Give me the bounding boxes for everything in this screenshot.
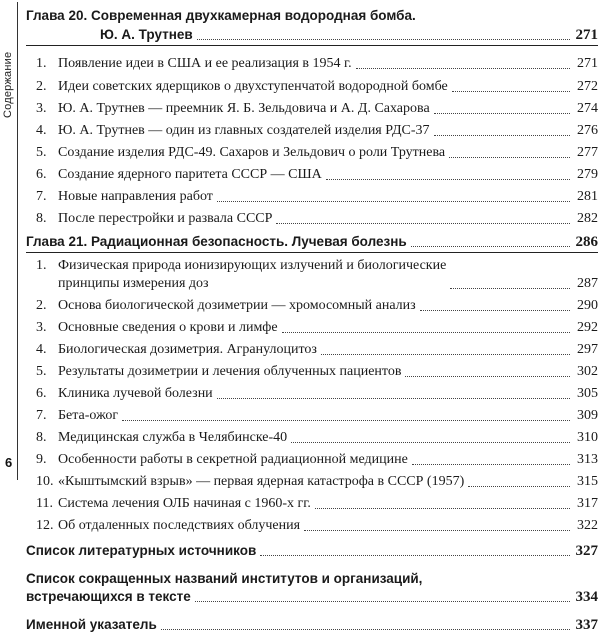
entry-text — [36, 473, 464, 491]
entry-number: 8. — [36, 211, 47, 226]
ch21-item-3[interactable] — [36, 319, 598, 337]
entry-title: Результаты дозиметрии и лечения облученных пациентов — [58, 364, 402, 379]
entry-text — [36, 144, 445, 162]
entry-title: Физическая природа ионизирующих излучений и биологические — [58, 258, 447, 273]
entry-page: 279 — [577, 167, 598, 182]
ch20-item-7[interactable] — [36, 188, 598, 206]
chapter-20-rule — [26, 45, 598, 46]
leader-dots — [412, 464, 570, 465]
entry-text — [36, 122, 430, 140]
abbreviations-page: 334 — [575, 589, 598, 605]
references-entry[interactable] — [26, 542, 598, 560]
chapter-21-entry[interactable] — [26, 233, 598, 251]
abbreviations-label: Список сокращенных названий институтов и организаций, — [26, 571, 423, 586]
leader-dots — [356, 68, 570, 69]
margin-rule — [17, 2, 18, 480]
index-label: Именной указатель — [26, 617, 157, 632]
entry-title: Система лечения ОЛБ начиная с 1960-х гг. — [58, 496, 311, 511]
entry-number: 9. — [36, 452, 47, 467]
entry-number: 3. — [36, 320, 47, 335]
leader-dots — [195, 601, 570, 602]
leader-dots — [468, 486, 570, 487]
entry-title: Об отдаленных последствиях облучения — [58, 518, 301, 533]
leader-dots — [411, 246, 570, 247]
abbreviations-entry-line1[interactable] — [26, 570, 598, 588]
entry-number: 1. — [36, 56, 47, 71]
entry-text — [36, 407, 118, 425]
ch21-item-10[interactable] — [36, 473, 598, 491]
entry-number: 12. — [36, 518, 54, 533]
entry-title: После перестройки и развала СССР — [58, 211, 273, 226]
entry-title: Основа биологической дозиметрии — хромосомный анализ — [58, 298, 416, 313]
entry-text — [36, 78, 448, 96]
leader-dots — [217, 398, 570, 399]
leader-dots — [197, 39, 570, 40]
leader-dots — [161, 629, 570, 630]
index-entry[interactable] — [26, 616, 598, 634]
entry-page: 315 — [577, 474, 598, 489]
ch21-item-1[interactable] — [36, 257, 598, 293]
leader-dots — [291, 442, 570, 443]
entry-number: 2. — [36, 298, 47, 313]
chapter-21-rule — [26, 252, 598, 253]
leader-dots — [434, 113, 570, 114]
entry-title: Ю. А. Трутнев — преемник Я. Б. Зельдовича и А. Д. Сахарова — [58, 101, 430, 116]
entry-number: 1. — [36, 258, 47, 273]
entry-number: 4. — [36, 342, 47, 357]
entry-text — [36, 319, 278, 337]
chapter-20-title-line2[interactable] — [100, 26, 598, 44]
ch21-item-11[interactable] — [36, 495, 598, 513]
entry-number: 8. — [36, 430, 47, 445]
leader-dots — [420, 310, 570, 311]
chapter-20-title: Глава 20. Современная двухкамерная водородная бомба. — [26, 8, 416, 23]
entry-page: 282 — [577, 211, 598, 226]
entry-title: Новые направления работ — [58, 189, 213, 204]
entry-page: 281 — [577, 189, 598, 204]
ch21-item-9[interactable] — [36, 451, 598, 469]
entry-number: 2. — [36, 79, 47, 94]
entry-text — [36, 363, 401, 381]
entry-number: 6. — [36, 386, 47, 401]
chapter-20-page: 271 — [575, 27, 598, 43]
entry-number: 7. — [36, 189, 47, 204]
entry-title: Создание ядерного паритета СССР — США — [58, 167, 322, 182]
ch20-item-2[interactable] — [36, 78, 598, 96]
ch20-item-5[interactable] — [36, 144, 598, 162]
entry-page: 310 — [577, 430, 598, 445]
entry-number: 5. — [36, 364, 47, 379]
entry-text — [36, 385, 213, 403]
entry-text — [36, 100, 430, 118]
entry-text — [36, 188, 213, 206]
ch21-item-5[interactable] — [36, 363, 598, 381]
entry-number: 3. — [36, 101, 47, 116]
entry-page: 322 — [577, 518, 598, 533]
entry-title: «Кыштымский взрыв» — первая ядерная катастрофа в СССР (1957) — [58, 474, 465, 489]
entry-title: Клиника лучевой болезни — [58, 386, 213, 401]
entry-text — [36, 210, 272, 228]
entry-page: 317 — [577, 496, 598, 511]
entry-text — [36, 297, 416, 315]
leader-dots — [304, 530, 570, 531]
leader-dots — [260, 555, 570, 556]
entry-number: 11. — [36, 496, 53, 511]
entry-number: 10. — [36, 474, 54, 489]
entry-page: 292 — [577, 320, 598, 335]
abbreviations-entry-line2[interactable] — [26, 588, 598, 606]
entry-page: 290 — [577, 298, 598, 313]
entry-text — [36, 495, 311, 513]
entry-text — [36, 451, 408, 469]
entry-number: 7. — [36, 408, 47, 423]
leader-dots — [122, 420, 570, 421]
entry-text — [36, 166, 322, 184]
chapter-21-title: Глава 21. Радиационная безопасность. Лучевая болезнь — [26, 234, 407, 249]
leader-dots — [452, 91, 570, 92]
entry-page: 297 — [577, 342, 598, 357]
leader-dots — [450, 288, 570, 289]
entry-title: Бета-ожог — [58, 408, 119, 423]
ch20-item-4[interactable] — [36, 122, 598, 140]
ch20-item-6[interactable] — [36, 166, 598, 184]
ch21-item-12[interactable] — [36, 517, 598, 535]
entry-page: 277 — [577, 145, 598, 160]
entry-title: Особенности работы в секретной радиационной медицине — [58, 452, 408, 467]
ch21-item-4[interactable] — [36, 341, 598, 359]
ch21-item-7[interactable] — [36, 407, 598, 425]
entry-number: 5. — [36, 145, 47, 160]
entry-text — [36, 517, 300, 535]
leader-dots — [434, 135, 570, 136]
entry-title: Медицинская служба в Челябинске-40 — [58, 430, 288, 445]
leader-dots — [282, 332, 570, 333]
leader-dots — [321, 354, 570, 355]
entry-text — [36, 55, 352, 73]
ch21-item-8[interactable] — [36, 429, 598, 447]
entry-page: 271 — [577, 56, 598, 71]
leader-dots — [405, 376, 570, 377]
page-number: 6 — [5, 455, 13, 470]
entry-text — [36, 341, 317, 359]
leader-dots — [449, 157, 570, 158]
entry-page: 287 — [577, 276, 598, 291]
entry-text-block — [36, 257, 446, 293]
entry-title-continued: принципы измерения доз — [58, 276, 209, 291]
ch20-item-8[interactable] — [36, 210, 598, 228]
leader-dots — [326, 179, 570, 180]
entry-page: 305 — [577, 386, 598, 401]
entry-page: 313 — [577, 452, 598, 467]
leader-dots — [315, 508, 570, 509]
ch21-item-6[interactable] — [36, 385, 598, 403]
entry-title: Создание изделия РДС-49. Сахаров и Зельдович о роли Трутнева — [58, 145, 446, 160]
chapter-20-author: Ю. А. Трутнев — [100, 27, 193, 42]
entry-page: 276 — [577, 123, 598, 138]
entry-title: Основные сведения о крови и лимфе — [58, 320, 278, 335]
entry-number: 4. — [36, 123, 47, 138]
entry-page: 274 — [577, 101, 598, 116]
entry-title: Идеи советских ядерщиков о двухступенчатой водородной бомбе — [58, 79, 448, 94]
entry-title: Биологическая дозиметрия. Агранулоцитоз — [58, 342, 317, 357]
entry-number: 6. — [36, 167, 47, 182]
entry-page: 309 — [577, 408, 598, 423]
leader-dots — [276, 223, 570, 224]
ch20-item-1[interactable] — [36, 55, 598, 73]
ch20-item-3[interactable] — [36, 100, 598, 118]
ch21-item-2[interactable] — [36, 297, 598, 315]
chapter-21-page: 286 — [575, 234, 598, 250]
running-header-label: Содержание — [2, 51, 14, 118]
entry-text — [36, 429, 287, 447]
entry-title: Появление идеи в США и ее реализация в 1954 г. — [58, 56, 352, 71]
entry-title: Ю. А. Трутнев — один из главных создателей изделия РДС-37 — [58, 123, 430, 138]
abbreviations-label-cont: встречающихся в тексте — [26, 589, 191, 604]
entry-page: 272 — [577, 79, 598, 94]
index-page: 337 — [575, 617, 598, 633]
references-page: 327 — [575, 543, 598, 559]
leader-dots — [217, 201, 570, 202]
references-label: Список литературных источников — [26, 543, 257, 558]
entry-page: 302 — [577, 364, 598, 379]
chapter-20-title-line1[interactable] — [26, 7, 598, 25]
